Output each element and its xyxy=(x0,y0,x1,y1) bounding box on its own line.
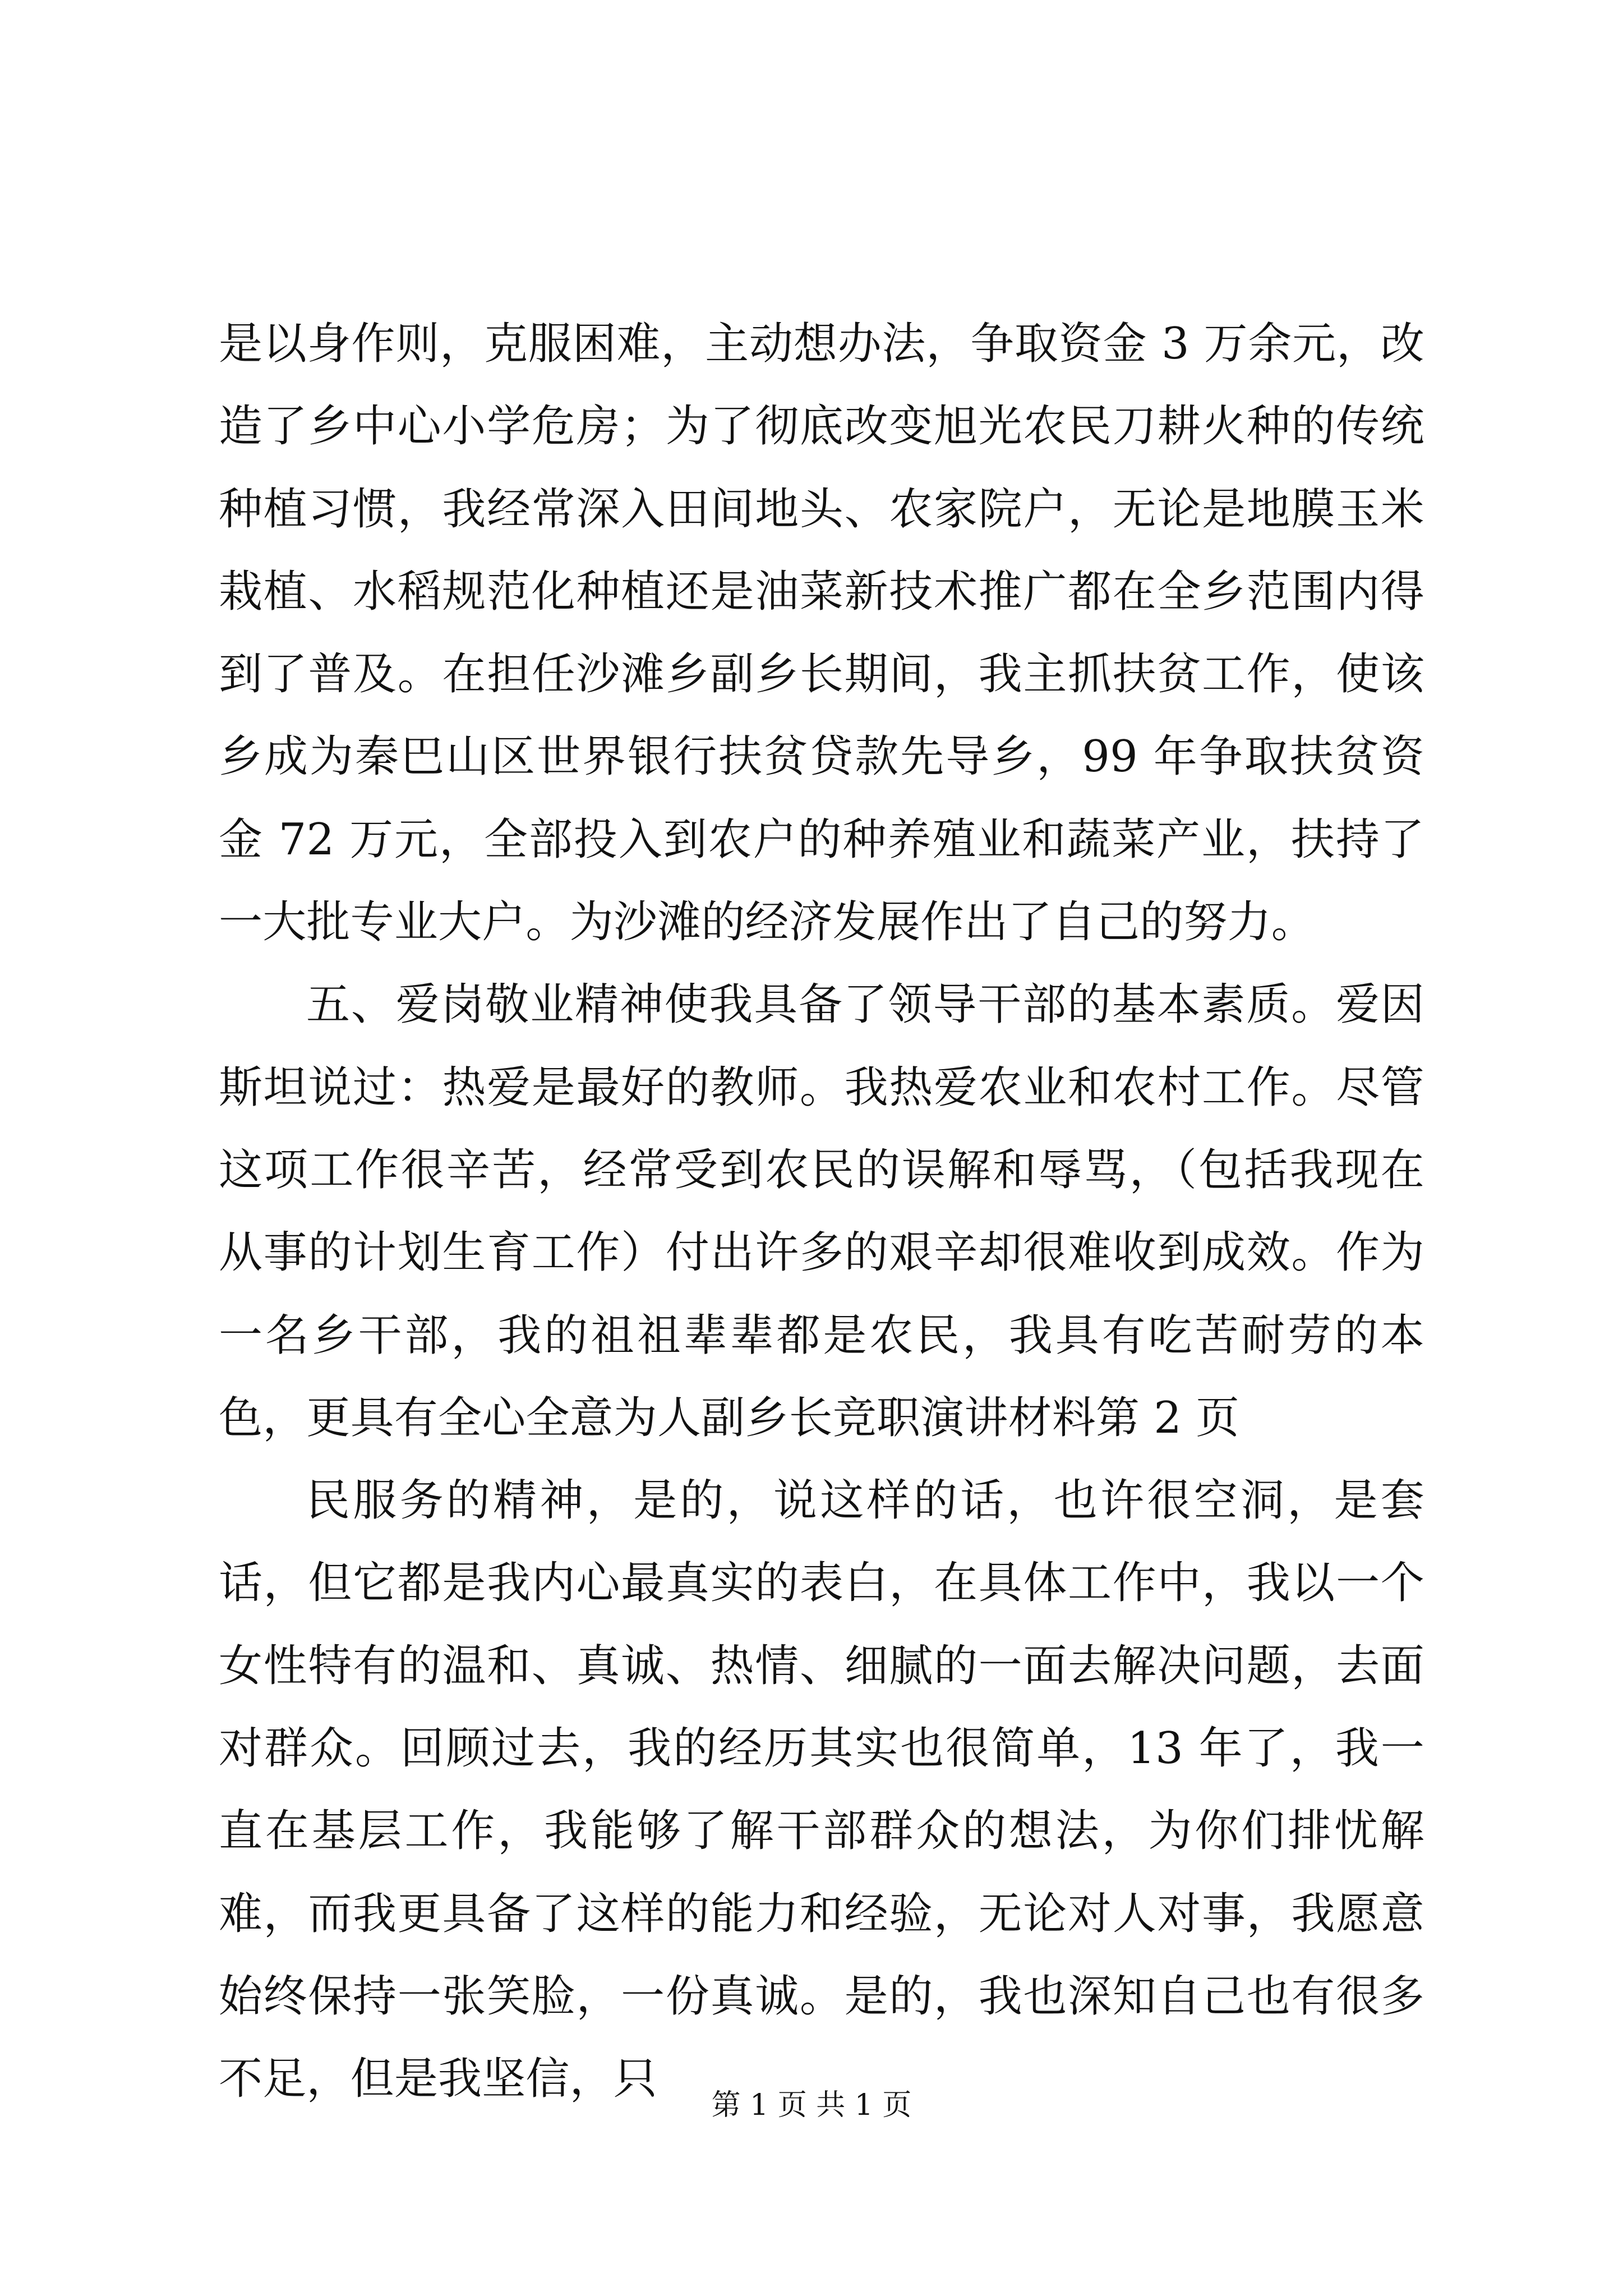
paragraph-service-spirit: 民服务的精神，是的，说这样的话，也许很空洞，是套话，但它都是我内心最真实的表白，在具体工作中，我以一个女性特有的温和、真诚、热情、细腻的一面去解决问题，去面对群众。回顾过去，我的经历其实也很简单，13 年了，我一直在基层工作，我能够了解干部群众的想法，为你们排忧解难，而我更具备了这样的能力和经验，无论对人对事，我愿意始终保持一张笑脸，一份真诚。是的，我也深知自己也有很多不足，但是我坚信，只 xyxy=(219,1475,1424,2105)
paragraph-continuation: 是以身作则，克服困难，主动想办法，争取资金 3 万余元，改造了乡中心小学危房；为了彻底改变旭光农民刀耕火种的传统种植习惯，我经常深入田间地头、农家院户，无论是地膜玉米栽植、水稻规范化种植还是油菜新技术推广都在全乡范围内得到了普及。在担任沙滩乡副乡长期间，我主抓扶贫工作，使该乡成为秦巴山区世界银行扶贫贷款先导乡，99 年争取扶贫资金 72 万元，全部投入到农户的种养殖业和蔬菜产业，扶持了一大批专业大户。为沙滩的经济发展作出了自己的努力。 xyxy=(219,319,1424,948)
body-text xyxy=(219,303,1424,2121)
page-footer: 第 1 页 共 1 页 xyxy=(711,2088,912,2122)
paragraph-section-five: 五、爱岗敬业精神使我具备了领导干部的基本素质。爱因斯坦说过：热爱是最好的教师。我热爱农业和农村工作。尽管这项工作很辛苦，经常受到农民的误解和辱骂，（包括我现在从事的计划生育工作）付出许多的艰辛却很难收到成效。作为一名乡干部，我的祖祖辈辈都是农民，我具有吃苦耐劳的本色，更具有全心全意为人副乡长竞职演讲材料第 2 页 xyxy=(219,979,1424,1443)
